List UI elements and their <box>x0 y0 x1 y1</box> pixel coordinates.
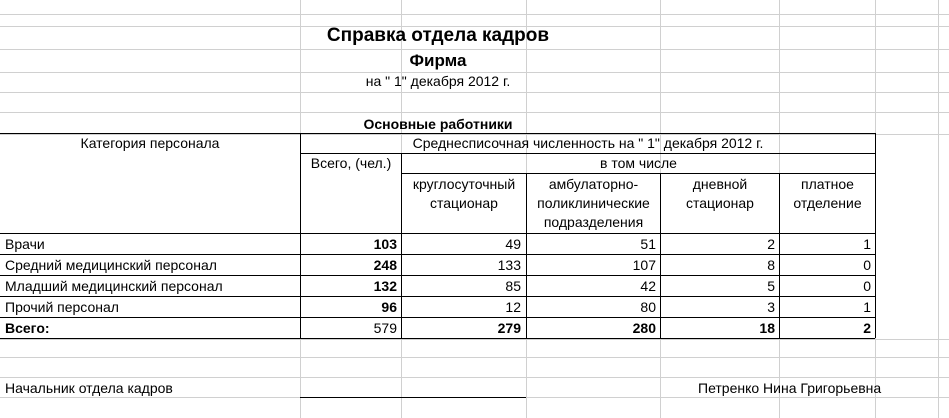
section-title: Основные работники <box>363 116 513 132</box>
header-sub-text: отделение <box>793 195 862 211</box>
cell-value: 8 <box>767 257 775 273</box>
total-cell: 280 <box>632 320 656 336</box>
table-row <box>0 276 875 296</box>
cell-total: 96 <box>381 299 397 315</box>
header-sub-text: амбулаторно- <box>548 176 639 192</box>
row-label: Прочий персонал <box>5 299 119 315</box>
row-label: Врачи <box>5 236 45 252</box>
table-row <box>0 234 875 254</box>
cell-value: 51 <box>640 236 656 252</box>
cell-value: 80 <box>640 299 656 315</box>
cell-value: 85 <box>505 278 521 294</box>
header-sub-text: поликлинические <box>537 195 650 211</box>
header-avg-count: Среднесписочная численность на " 1" декабря 2012 г. <box>412 135 764 151</box>
cell-value: 133 <box>497 257 521 273</box>
row-label: Младший медицинский персонал <box>5 278 223 294</box>
document-title: Справка отдела кадров <box>326 25 550 46</box>
header-including: в том числе <box>600 155 677 171</box>
table-row <box>0 255 875 275</box>
total-row <box>0 318 875 338</box>
firm-title: Фирма <box>409 51 467 70</box>
total-cell: 18 <box>759 320 775 336</box>
cell-value: 107 <box>632 257 656 273</box>
cell-total: 132 <box>373 278 397 294</box>
signature-line <box>300 397 526 398</box>
cell-value: 1 <box>863 299 871 315</box>
cell-value: 42 <box>640 278 656 294</box>
cell-value: 49 <box>505 236 521 252</box>
header-category: Категория персонала <box>80 135 220 151</box>
header-sub-text: подразделения <box>543 214 644 230</box>
cell-value: 0 <box>863 257 871 273</box>
cell-value: 0 <box>863 278 871 294</box>
footer-position: Начальник отдела кадров <box>5 380 173 396</box>
header-total: Всего, (чел.) <box>310 155 392 171</box>
cell-value: 3 <box>767 299 775 315</box>
total-cell: 579 <box>373 320 397 336</box>
cell-value: 1 <box>863 236 871 252</box>
total-label: Всего: <box>5 320 50 336</box>
cell-value: 12 <box>505 299 521 315</box>
table-row <box>0 297 875 317</box>
header-sub-text: дневной <box>692 176 748 192</box>
row-label: Средний медицинский персонал <box>5 257 217 273</box>
cell-value: 2 <box>767 236 775 252</box>
cell-value: 5 <box>767 278 775 294</box>
cell-total: 248 <box>373 257 397 273</box>
header-sub-text: круглосуточный <box>412 176 516 192</box>
total-cell: 2 <box>863 320 871 336</box>
header-sub-text: стационар <box>686 195 754 211</box>
cell-total: 103 <box>373 236 397 252</box>
footer-name: Петренко Нина Григорьевна <box>698 380 882 396</box>
header-sub-text: стационар <box>430 195 498 211</box>
header-sub-text: платное <box>801 176 854 192</box>
date-line: на " 1" декабря 2012 г. <box>365 73 511 89</box>
total-cell: 279 <box>497 320 521 336</box>
